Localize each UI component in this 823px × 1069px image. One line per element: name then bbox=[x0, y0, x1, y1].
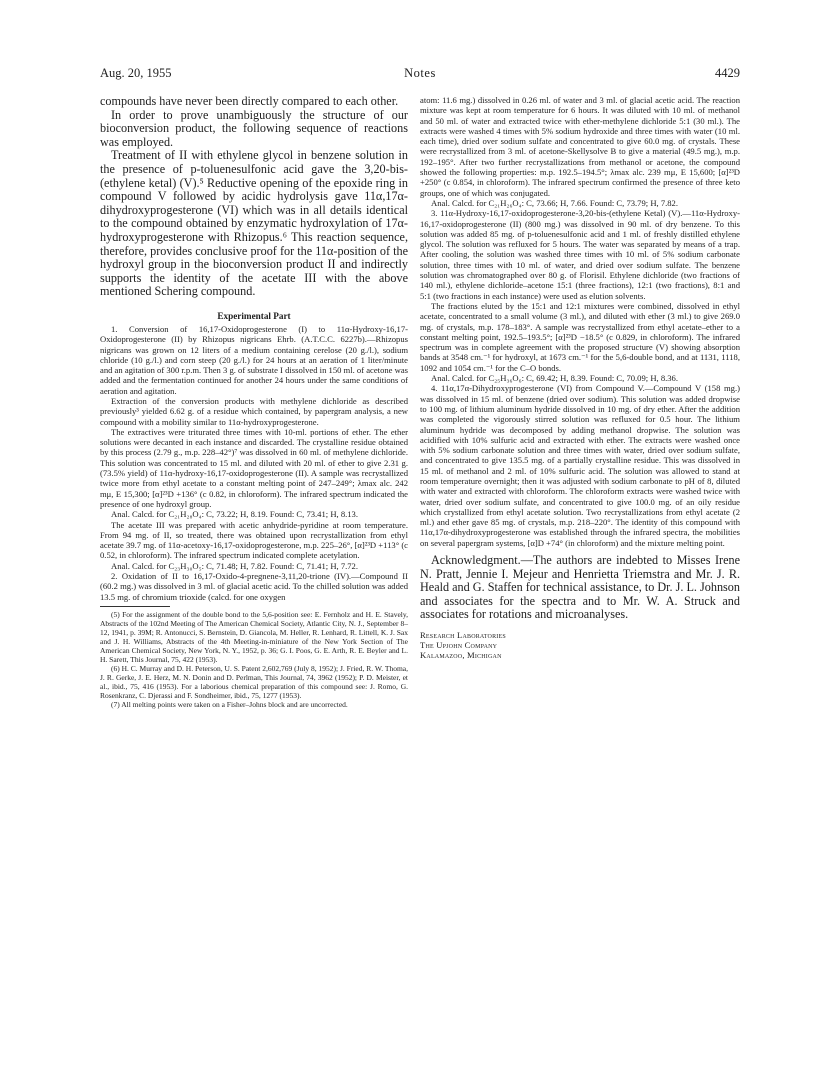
experiment-1-extraction: Extraction of the conversion products with methylene dichloride as described previously³ yielded 6.62 g. of a residue which contained, by papergram analysis, a new compound with a mobility similar to 11α-hydroxyprogesterone. bbox=[100, 395, 408, 427]
footnote-divider bbox=[100, 606, 170, 607]
experiment-1-acetate: The acetate III was prepared with acetic anhydride-pyridine at room temperature. From 94 mg. of II, so treated, there was obtained upon recrystallization from ethyl acetate 39.7 mg. of 11α-acetoxy-16,17-oxidoprogesterone, m.p. 225–26°, [α]²³D +113° (c 0.52, in chloroform). The infrared spectrum indicated complete acetylation. bbox=[100, 519, 408, 561]
header-section: Notes bbox=[404, 66, 436, 80]
intro-paragraph-1: compounds have never been directly compared to each other. bbox=[100, 94, 399, 108]
experiment-2: 2. Oxidation of II to 16,17-Oxido-4-pregnene-3,11,20-trione (IV).—Compound II (60.2 mg.) was dissolved in 3 ml. of glacial acetic acid. To the chilled solution was added 13.5 mg. of chromium trioxide (calcd. for one oxygen bbox=[100, 571, 408, 602]
footnote-6: (6) H. C. Murray and D. H. Peterson, U. S. Patent 2,602,769 (July 8, 1952); J. Fried, R. W. Thoma, J. R. Gerke, J. E. Herz, M. N. Donin and D. Perlman, This Journal, 74, 3962 (1952); P. D. Meister, et al., ibid., 75, 416 (1953). For a laborious chemical preparation of this compound see: J. Romo, G. Rosenkranz, C. Djerassi and F. Sondheimer, ibid., 75, 1277 (1953). bbox=[100, 664, 408, 701]
right-column bbox=[420, 95, 740, 661]
experiment-4: 4. 11α,17α-Dihydroxyprogesterone (VI) from Compound V.—Compound V (158 mg.) was dissolved in 15 ml. of benzene (dried over sodium). This solution was added dropwise to 100 mg. of lithium aluminum hydride dissolved in 10 mg. of dry ether. After the addition was completed the vigorously stirred solution was refluxed for 0.5 hour. The lithium aluminum hydride was decomposed by adding methanol dropwise. The solution was acidified with 10% sulfuric acid and extracted with ether. The extracts were washed once with 5% sodium carbonate solution and three times with water, dried over sodium sulfate, and concentrated to give 135.5 mg. of a partially crystalline residue. This was dissolved in 15 ml. of methanol and 2 ml. of 10% sulfuric acid. The solution was allowed to stand at room temperature overnight; then it was adjusted with sodium carbonate to pH of 8, diluted with water and extracted with chloroform. The chloroform extracts were washed twice with water, dried over sodium sulfate, and concentrated to give 100.0 mg. of an oily residue which crystallized from ethyl acetate solution. Two recrystallizations from ethyl acetate (2 ml.) and ether gave 85 mg. of crystals, m.p. 218–220°. The identity of this compound with 11α,17α-dihydroxyprogesterone was established through the infrared spectra, the mobilities on several papergram systems, [α]D +74° (in chloroform) and the mixture melting point. bbox=[420, 383, 740, 548]
experiment-1: 1. Conversion of 16,17-Oxidoprogesterone (I) to 11α-Hydroxy-16,17-Oxidoprogesterone (II) by Rhizopus nigricans Ehrb. (A.T.C.C. 6227b).—Rhizopus nigricans was grown on 12 liters of a medium containing cerelose (20 g./l.), sodium chloride (10 g./l.) and corn steep (20 g./l.) for 24 hours at an aeration of 1 liter/minute and an agitation of 300 r.p.m. Then 3 g. of substrate I dissolved in 150 ml. of acetone was added and the fermentation continued for another 24 hours under the same conditions of aeration and agitation. bbox=[100, 323, 408, 396]
running-header bbox=[100, 66, 740, 82]
experiment-3: 3. 11α-Hydroxy-16,17-oxidoprogesterone-3,20-bis-(ethylene Ketal) (V).—11α-Hydroxy-16,17-oxidoprogesterone (II) (800 mg.) was dissolved in 90 ml. of dry benzene. To this solution was added 85 mg. of p-toluenesulfonic acid and 1 ml. of freshly distilled ethylene glycol. The solution was refluxed for 5 hours. The water was separated by means of a trap. After cooling, the solution was washed three times with 10 ml. of 5% sodium carbonate solution, three times with 10 ml. of water, and dried over sodium sulfate. The benzene solution was chromatographed over 80 g. of Florisil. Ethylene dichloride (two fractions of 140 ml.), ethylene dichloride–acetone 15:1 (three fractions), 12:1 (two fractions), 8:1 and 5:1 (two fractions in each instance) were used as elution solvents. bbox=[420, 208, 740, 301]
experiment-2-analysis: Anal. Calcd. for C₂₁H₂₆O₄: C, 73.66; H, 7.66. Found: C, 73.79; H, 7.82. bbox=[431, 197, 679, 208]
intro-paragraph-2: In order to prove unambiguously the structure of our bioconversion product, the following sequence of reactions was employed. bbox=[100, 107, 408, 149]
footnote-7: (7) All melting points were taken on a Fisher–Johns block and are uncorrected. bbox=[111, 700, 348, 710]
left-column bbox=[100, 95, 408, 709]
experiment-3-fractions: The fractions eluted by the 15:1 and 12:1 mixtures were combined, dissolved in ethyl acetate, concentrated to a small volume (3 ml.), and diluted with ether (3 ml.) to give 269.0 mg. of crystals, m.p. 178–183°. A sample was recrystallized from ethyl acetate–ether to a constant melting point, 192.5–193.5°; [α]²³D −18.5° (c 0.829, in chloroform). The infrared spectrum was in complete agreement with the proposed structure (V) showing absorption bands at 3548 cm.⁻¹ for hydroxyl, at 1673 cm.⁻¹ for the 5,6-double bond, and at 1131, 1118, 1092 and 1054 cm.⁻¹ for the C–O bonds. bbox=[420, 300, 740, 373]
author-address bbox=[420, 630, 740, 661]
header-date: Aug. 20, 1955 bbox=[100, 66, 172, 80]
address-line-company: The Upjohn Company bbox=[420, 640, 498, 651]
experiment-3-analysis: Anal. Calcd. for C₂₅H₃₆O₆: C, 69.42; H, 8.39. Found: C, 70.09; H, 8.36. bbox=[431, 373, 679, 384]
footnote-5: (5) For the assignment of the double bond to the 5,6-position see: E. Fernholz and H. E. Stavely, Abstracts of the 102nd Meeting of The American Chemical Society, Atlantic City, N. J., September 8–12, 1941, p. 39M; R. Antonucci, S. Bernstein, D. Giancola, M. Heller, R. Lenhard, R. Littell, K. J. Sax and J. H. Williams, Abstracts of the 4th Meeting-in-miniature of the New York Section of The American Chemical Society, New York, N. Y., 1952, p. 36; G. I. Poos, G. E. Arth, R. E. Beyler and L. H. Sarett, This Journal, 75, 422 (1953). bbox=[100, 609, 408, 665]
intro-paragraph-3: Treatment of II with ethylene glycol in benzene solution in the presence of p-toluenesulfonic acid gave the 3,20-bis-(ethylene ketal) (V).⁵ Reductive opening of the epoxide ring in compound V followed by acidic hydrolysis gave 11α,17α-dihydroxyprogesterone (VI) which was in all details identical to the compound obtained by enzymatic hydroxylation of 17α-hydroxyprogesterone with Rhizopus.⁶ This reaction sequence, therefore, provides conclusive proof for the 11α-position of the hydroxyl group in the bioconversion product II and indirectly supports the identity of the acetate III with the above mentioned Schering compound. bbox=[100, 148, 408, 299]
acknowledgment: Acknowledgment.—The authors are indebted to Misses Irene N. Pratt, Jennie I. Mejeur and Henrietta Triemstra and Mr. J. R. Heald and G. Staffen for technical assistance, to Dr. J. L. Johnson and associates for the spectra and to Mr. W. A. Struck and associates for rotations and microanalyses. bbox=[420, 553, 740, 622]
header-page-number: 4429 bbox=[715, 66, 740, 80]
section-heading-experimental: Experimental Part bbox=[217, 310, 291, 321]
experiment-2-continued: atom: 11.6 mg.) dissolved in 0.26 ml. of water and 3 ml. of glacial acetic acid. The reaction mixture was kept at room temperature for 6 hours. It was diluted with 10 ml. of methanol and 50 ml. of water and extracted twice with ether-methylene dichloride 5:1 (30 ml.). The extracts were washed 4 times with 5% sodium hydroxide and three times with water (10 ml. each time), dried over sodium sulfate and concentrated to give 60.0 mg. of crystals. These were recrystallized from 3 ml. of acetone-Skellysolve B to give a material (49.5 mg.), m.p. 192–195°. After two further recrystallizations from methanol or acetone, the compound showed the following properties: m.p. 192.5–194.5°; λmax alc. 239 mμ, E 15,600; [α]²³D +250° (c 0.854, in chloroform). The infrared spectrum confirmed the presence of three keto groups, one of which was conjugated. bbox=[420, 95, 740, 198]
experiment-1-acetate-analysis: Anal. Calcd. for C₂₃H₃₀O₅: C, 71.48; H, 7.82. Found: C, 71.41; H, 7.72. bbox=[111, 560, 359, 571]
address-line-lab: Research Laboratories bbox=[420, 630, 506, 641]
experiment-1-analysis: Anal. Calcd. for C₂₁H₂₈O₄: C, 73.22; H, 8.19. Found: C, 73.41; H, 8.13. bbox=[111, 509, 359, 520]
address-line-city: Kalamazoo, Michigan bbox=[420, 650, 502, 661]
experiment-1-trituration: The extractives were triturated three times with 10-ml. portions of ether. The ether solutions were decanted in each instance and discarded. The crystalline residue obtained by this process (2.79 g., m.p. 228–42°)⁷ was dissolved in 60 ml. of methylene dichloride. This solution was concentrated to 15 ml. and diluted with 20 ml. of ether to give 2.31 g. (73.5% yield) of 11α-hydroxy-16,17-oxidoprogesterone (II). A sample was recrystallized twice more from ethyl acetate to a constant melting point of 247–249°; λmax alc. 242 mμ, E 15,300; [α]²³D +136° (c 0.82, in chloroform). The infrared spectrum indicated the presence of one hydroxyl group. bbox=[100, 426, 408, 509]
